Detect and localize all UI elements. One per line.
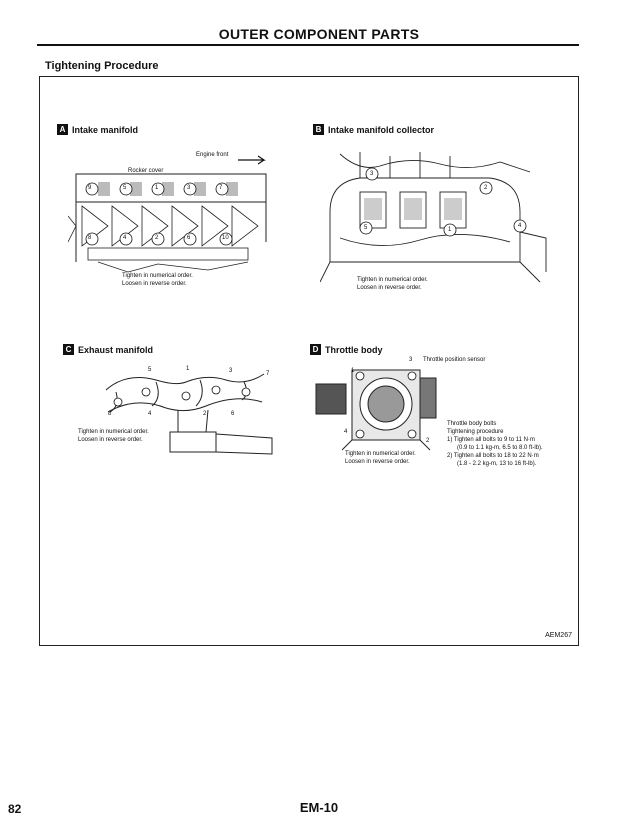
header-rule [37,44,579,46]
bolt-number: 6 [187,235,191,241]
page-code: EM-10 [299,800,339,815]
bolts-title: Throttle body bolts [447,421,497,427]
throttle-body-diagram [312,360,440,452]
bolt-number: 4 [123,235,127,241]
bolt-number: 10 [222,235,229,241]
panel-c-title [63,344,153,355]
step-2: 2) Tighten all bolts to 18 to 22 N·m [447,453,539,459]
bolt-number: 4 [518,223,522,229]
caption-line-2: Loosen in reverse order. [357,285,422,291]
throttle-bolt-procedure [447,420,543,468]
rocker-cover-label: Rocker cover [128,168,164,174]
panel-d-caption [345,450,416,466]
intake-manifold-diagram [68,146,278,282]
bolt-number: 9 [88,185,92,191]
figure-reference: AEM267 [545,632,572,639]
step-2-detail: (1.8 - 2.2 kg-m, 13 to 16 ft-lb). [457,461,537,467]
bolt-number: 2 [426,438,430,444]
bolt-number: 2 [155,235,159,241]
page-number: 82 [8,802,22,816]
bolt-number: 8 [88,235,92,241]
panel-d-title-text: Throttle body [325,344,383,355]
bolt-number: 4 [344,429,348,435]
sensor-label: Throttle position sensor [423,357,486,363]
bolt-number: 8 [108,411,112,417]
bolt-number: 4 [148,411,152,417]
bolt-number: 3 [229,368,233,374]
bolt-number: 1 [186,366,190,372]
panel-c-title-text: Exhaust manifold [78,344,154,355]
procedure-title: Tightening procedure [447,429,504,435]
bolt-number: 6 [231,411,235,417]
bolt-number: 2 [484,185,488,191]
panel-c-caption [78,428,149,444]
bolt-number: 3 [187,185,191,191]
panel-b-title-text: Intake manifold collector [328,124,435,135]
bolt-number: 7 [266,371,270,377]
step-1: 1) Tighten all bolts to 9 to 11 N·m [447,437,535,443]
panel-b-caption [357,276,428,292]
caption-line-2: Loosen in reverse order. [78,437,143,443]
sensor-number: 3 [409,357,413,363]
intake-collector-diagram [320,142,550,292]
bolt-number: 5 [123,185,127,191]
section-title: Tightening Procedure [45,60,159,72]
panel-d-title [310,344,383,355]
bolt-number: 1 [155,185,159,191]
panel-b-title [313,124,434,135]
bolt-number: 5 [364,225,368,231]
panel-b-badge: B [313,124,324,135]
bolt-number: 7 [219,185,223,191]
caption-line-2: Loosen in reverse order. [122,281,187,287]
panel-c-badge: C [63,344,74,355]
caption-line-1: Tighten in numerical order. [122,273,193,279]
caption-line-1: Tighten in numerical order. [357,277,428,283]
caption-line-1: Tighten in numerical order. [78,429,149,435]
caption-line-2: Loosen in reverse order. [345,459,410,465]
bolt-number: 1 [351,368,355,374]
panel-a-badge: A [57,124,68,135]
bolt-number: 1 [448,227,452,233]
step-1-detail: (0.9 to 1.1 kg-m, 6.5 to 8.0 ft-lb). [457,445,543,451]
panel-a-title [57,124,138,135]
panel-a-caption [122,272,193,288]
panel-a-title-text: Intake manifold [72,124,139,135]
caption-line-1: Tighten in numerical order. [345,451,416,457]
page-title: OUTER COMPONENT PARTS [218,26,420,42]
bolt-number: 3 [370,171,374,177]
engine-front-label: Engine front [196,152,229,158]
bolt-number: 5 [148,367,152,373]
bolt-number: 2 [203,411,207,417]
panel-d-badge: D [310,344,321,355]
